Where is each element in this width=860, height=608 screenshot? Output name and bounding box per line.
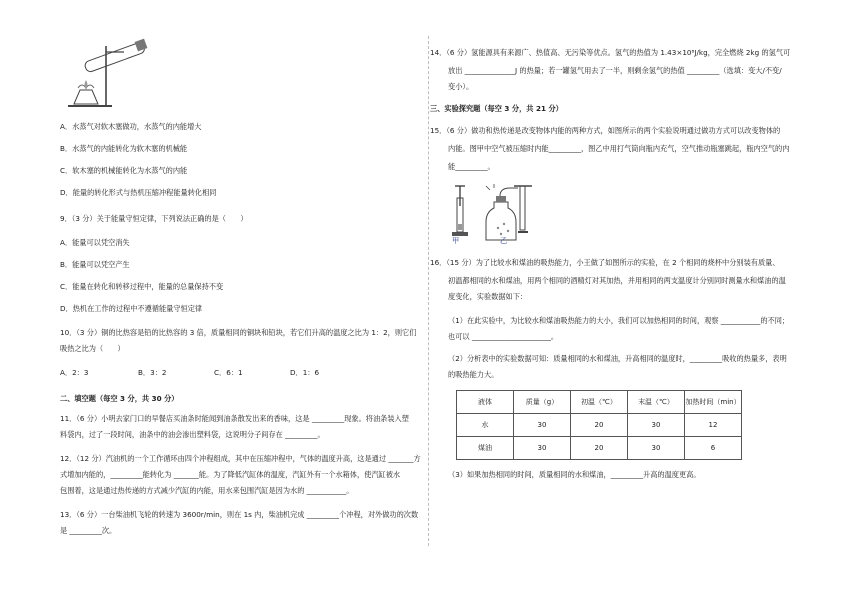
q10-option-b: B．3：2 (138, 368, 167, 377)
q15-line3: 能_________。 (448, 162, 495, 171)
q9-option-a: A．能量可以凭空消失 (60, 238, 130, 247)
table-cell: 6 (685, 437, 742, 460)
q10-stem-line1: 10．（3 分）铜的比热容是铅的比热容的 3 倍，质量相同的铜块和铅块，若它们升高的温度之比为 1：2，则它们 (60, 328, 417, 337)
q12-line2: 式增加内能的，_________能转化为 _______能。为了降低汽缸体的温度，汽缸外有一个水箱体，使汽缸被水 (60, 470, 401, 479)
q16-part3: （3）如果加热相同的时间，质量相同的水和煤油，_________升高的温度更高。 (448, 470, 701, 479)
q16-line1: 16．（15 分）为了比较水和煤油的吸热能力，小王做了如图所示的实验，在 2 个相同的烧杯中分别装有质量、 (430, 258, 780, 267)
q13-line1: 13．（6 分）一台柴油机飞轮的转速为 3600r/min，则在 1s 内，柴油机完成 _________个冲程，对外做功的次数 (60, 510, 419, 519)
q15-line1: 15．（6 分）做功和热传递是改变物体内能的两种方式，如图所示的两个实验说明通过做功方式可以改变物体的 (430, 126, 781, 135)
column-divider (428, 36, 429, 546)
q14-line1: 14．（6 分）氢能源具有来源广、热值高、无污染等优点。氢气的热值为 1.43×10⁸J/kg，完全燃烧 2kg 的氢气可 (430, 48, 791, 57)
q10-stem-line2: 吸热之比为（ ） (60, 344, 125, 353)
table-cell: 30 (514, 437, 571, 460)
q9-option-c: C．能量在转化和转移过程中，能量的总量保持不变 (60, 282, 224, 291)
q8-option-b: B．水蒸气的内能转化为软木塞的机械能 (60, 144, 188, 153)
table-header-cell: 质量（g） (514, 391, 571, 414)
q10-option-a: A．2：3 (60, 368, 89, 377)
experiment-data-table (456, 390, 742, 460)
table-cell: 20 (571, 437, 628, 460)
table-row (457, 437, 742, 460)
table-header-cell: 加热时间（min） (685, 391, 742, 414)
figure-label-yi: 乙 (500, 236, 508, 245)
table-cell: 煤油 (457, 437, 514, 460)
q8-option-a: A．水蒸气对软木塞做功，水蒸气的内能增大 (60, 122, 202, 131)
q15-line2: 内能。图甲中空气被压缩时内能_________，图乙中用打气筒向瓶内充气，空气推动瓶塞跳起，瓶内空气的内 (448, 144, 790, 153)
q11-line1: 11．（6 分）小明去家门口的早餐店买油条时能闻到油条散发出来的香味，这是 _________现象。将油条装入塑 (60, 414, 409, 423)
q8-option-d: D．能量的转化形式与热机压缩冲程能量转化相同 (60, 188, 217, 197)
table-row (457, 414, 742, 437)
table-header-cell: 末温（℃） (628, 391, 685, 414)
figure-label-jia: 甲 (452, 236, 460, 245)
table-cell: 30 (514, 414, 571, 437)
q10-option-c: C．6：1 (214, 368, 243, 377)
q14-line2: 放出 ______________J 的热量；若一罐氢气用去了一半，则剩余氢气的热值 _________（选填：变大/不变/ (448, 66, 782, 75)
q12-line1: 12．（12 分）汽油机的一个工作循环由四个冲程组成，其中在压缩冲程中，气体的温度升高，这是通过 _______方 (60, 454, 421, 463)
q9-stem: 9．（3 分）关于能量守恒定律，下列说法正确的是（ ） (60, 214, 248, 223)
table-header-row (457, 391, 742, 414)
q9-option-b: B．能量可以凭空产生 (60, 260, 130, 269)
q16-part2-line2: 的吸热能力大。 (448, 370, 499, 379)
q9-option-d: D．热机在工作的过程中不遵循能量守恒定律 (60, 304, 203, 313)
q12-line3: 包围着，这是通过热传递的方式减少汽缸的内能，用水来包围汽缸是因为水的 ___________。 (60, 486, 354, 495)
table-header-cell: 液体 (457, 391, 514, 414)
work-heat-experiment-figure (448, 184, 548, 248)
q16-line3: 度变化，实验数据如下： (448, 292, 528, 301)
q16-part2-line1: （2）分析表中的实验数据可知：质量相同的水和煤油，升高相同的温度时，_________吸收的热量多，表明 (448, 354, 787, 363)
table-header-cell: 初温（℃） (571, 391, 628, 414)
q14-line3: 变小）。 (448, 82, 474, 91)
section-3-heading: 三、实验探究题（每空 3 分，共 21 分） (430, 104, 563, 113)
table-cell: 30 (628, 414, 685, 437)
q16-part1-line1: （1）在此实验中，为比较水和煤油吸热能力的大小，我们可以加热相同的时间，观察 ___________的不同； (448, 316, 790, 325)
steam-cork-apparatus-figure (64, 38, 156, 110)
section-2-heading: 二、填空题（每空 3 分，共 30 分） (60, 394, 179, 403)
q16-line2: 初温都相同的水和煤油，用两个相同的酒精灯对其加热，并用相同的两支温度计分别同时测量水和煤油的温 (448, 276, 786, 285)
q8-option-c: C．软木塞的机械能转化为水蒸气的内能 (60, 166, 188, 175)
q10-option-d: D．1：6 (290, 368, 320, 377)
q16-part1-line2: 也可以 ______________________。 (448, 332, 559, 341)
table-cell: 30 (628, 437, 685, 460)
table-cell: 20 (571, 414, 628, 437)
table-cell: 12 (685, 414, 742, 437)
q11-line2: 料袋内，过了一段时间，油条中的油会渗出塑料袋，这说明分子间存在 _________。 (60, 430, 325, 439)
q13-line2: 是 _________次。 (60, 526, 117, 535)
table-cell: 水 (457, 414, 514, 437)
